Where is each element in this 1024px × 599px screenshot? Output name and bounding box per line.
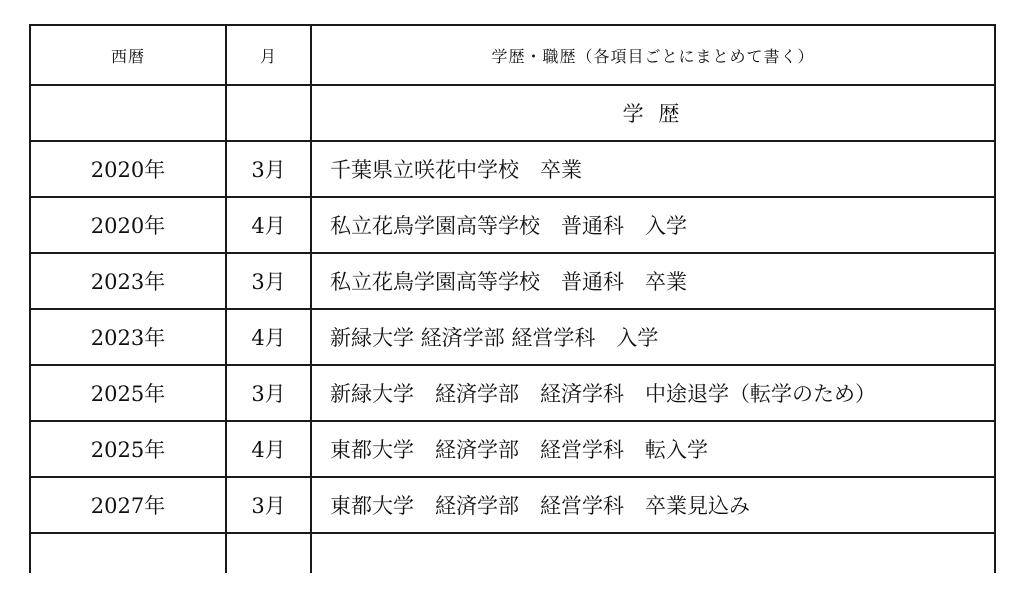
section-title: 学 歴 xyxy=(311,85,995,141)
month-cell: 4月 xyxy=(226,197,311,253)
table-row xyxy=(30,141,995,197)
resume-education-table xyxy=(29,24,996,573)
month-cell: 4月 xyxy=(226,421,311,477)
month-cell: 3月 xyxy=(226,253,311,309)
year-cell: 2025年 xyxy=(30,365,226,421)
month-cell: 3月 xyxy=(226,365,311,421)
year-cell: 2020年 xyxy=(30,197,226,253)
detail-cell: 東都大学 経済学部 経営学科 転入学 xyxy=(311,421,995,477)
section-month-cell xyxy=(226,85,311,141)
table-row xyxy=(30,365,995,421)
year-cell: 2023年 xyxy=(30,253,226,309)
empty-detail-cell xyxy=(311,533,995,573)
table-row xyxy=(30,421,995,477)
empty-year-cell xyxy=(30,533,226,573)
year-cell: 2020年 xyxy=(30,141,226,197)
month-cell: 3月 xyxy=(226,141,311,197)
table-row xyxy=(30,477,995,533)
detail-cell: 私立花鳥学園高等学校 普通科 卒業 xyxy=(311,253,995,309)
table-row xyxy=(30,197,995,253)
empty-month-cell xyxy=(226,533,311,573)
detail-cell: 私立花鳥学園高等学校 普通科 入学 xyxy=(311,197,995,253)
header-month: 月 xyxy=(226,25,311,85)
detail-cell: 新緑大学 経済学部 経営学科 入学 xyxy=(311,309,995,365)
header-year: 西暦 xyxy=(30,25,226,85)
month-cell: 4月 xyxy=(226,309,311,365)
header-detail: 学歴・職歴（各項目ごとにまとめて書く） xyxy=(311,25,995,85)
header-row xyxy=(30,25,995,85)
month-cell: 3月 xyxy=(226,477,311,533)
detail-cell: 東都大学 経済学部 経営学科 卒業見込み xyxy=(311,477,995,533)
detail-cell: 新緑大学 経済学部 経済学科 中途退学（転学のため） xyxy=(311,365,995,421)
year-cell: 2027年 xyxy=(30,477,226,533)
table-row xyxy=(30,309,995,365)
table-row xyxy=(30,253,995,309)
section-row xyxy=(30,85,995,141)
year-cell: 2023年 xyxy=(30,309,226,365)
detail-cell: 千葉県立咲花中学校 卒業 xyxy=(311,141,995,197)
year-cell: 2025年 xyxy=(30,421,226,477)
section-year-cell xyxy=(30,85,226,141)
empty-row xyxy=(30,533,995,573)
